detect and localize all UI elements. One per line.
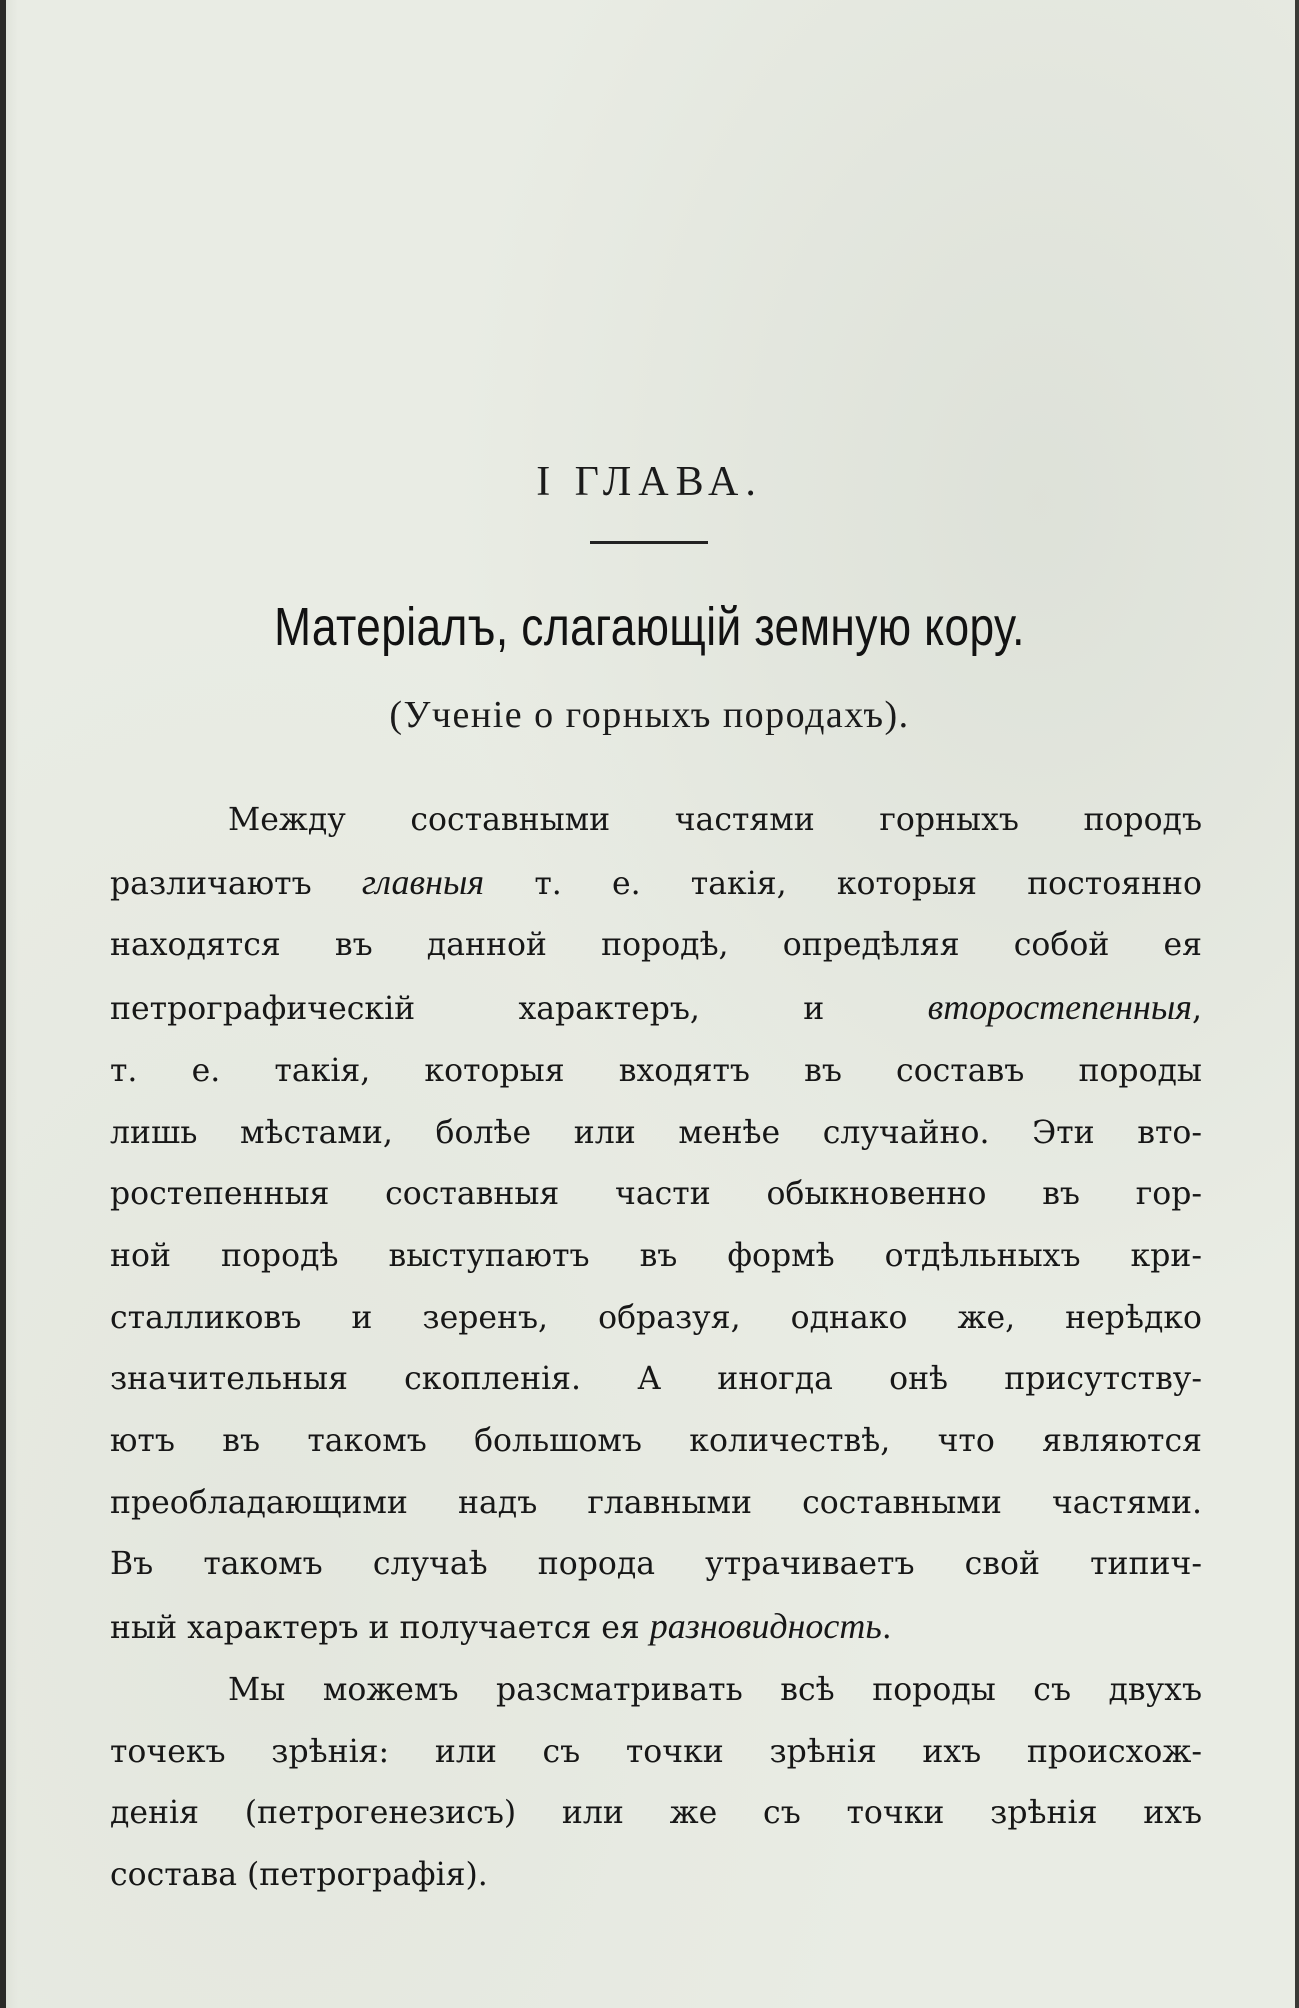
text-line — [110, 1103, 1202, 1165]
text-segment: состава (петрографія). — [110, 1856, 488, 1893]
text-segment: различаютъ — [110, 865, 362, 902]
text-segment: т. е. такія, которыя постоянно — [484, 865, 1203, 902]
text-segment: Между составными частями горныхъ породъ — [228, 802, 1202, 838]
paragraph-1 — [110, 790, 1202, 1660]
text-segment: петрографическій характеръ, и — [110, 991, 928, 1028]
text-line — [110, 1660, 1202, 1722]
paragraph-2 — [110, 1660, 1202, 1907]
text-segment: денія (петрогенезисъ) или же съ точки зрѣнія ихъ — [110, 1795, 1202, 1832]
text-line — [110, 1534, 1202, 1596]
text-line — [110, 1288, 1202, 1350]
text-segment: значительныя скопленія. А иногда онѣ присутству- — [110, 1361, 1202, 1398]
text-line — [110, 915, 1202, 977]
text-line — [110, 1596, 1202, 1660]
chapter-subtitle: (Ученіе о горныхъ породахъ). — [389, 694, 910, 736]
text-line — [110, 852, 1202, 916]
text-line — [110, 1041, 1202, 1103]
text-segment: преобладающими надъ главными составными частями. — [110, 1484, 1202, 1521]
text-segment: ютъ въ такомъ большомъ количествѣ, что являются — [110, 1423, 1202, 1460]
text-line — [110, 1473, 1202, 1535]
text-segment: лишь мѣстами, болѣе или менѣе случайно. Эти вто- — [110, 1114, 1202, 1151]
page-right-edge — [1295, 0, 1299, 2008]
text-segment: ный характеръ и получается ея — [110, 1610, 650, 1647]
text-line — [110, 790, 1202, 852]
text-line — [110, 1845, 1202, 1907]
page-left-edge — [0, 0, 6, 2008]
italic-term: разновидность — [649, 1606, 882, 1647]
chapter-title: Матеріалъ, слагающій земную кору. — [274, 597, 1025, 657]
italic-term: главныя — [361, 861, 485, 902]
text-segment: ростепенныя составныя части обыкновенно въ гор- — [110, 1176, 1202, 1213]
chapter-heading: I ГЛАВА. — [536, 459, 763, 505]
text-line — [110, 1722, 1202, 1784]
text-segment: находятся въ данной породѣ, опредѣляя собой ея — [110, 927, 1202, 964]
text-line — [110, 1226, 1202, 1288]
heading-rule — [590, 541, 708, 544]
text-segment: Въ такомъ случаѣ порода утрачиваетъ свой типич- — [110, 1546, 1202, 1583]
text-segment: ной породѣ выступаютъ въ формѣ отдѣльныхъ кри- — [110, 1237, 1202, 1274]
text-segment: сталликовъ и зеренъ, образуя, однако же, нерѣдко — [110, 1299, 1202, 1336]
text-segment: т. е. такія, которыя входятъ въ составъ породы — [110, 1052, 1202, 1089]
text-segment: точекъ зрѣнія: или съ точки зрѣнія ихъ происхож- — [110, 1733, 1202, 1770]
text-line — [110, 1164, 1202, 1226]
text-line — [110, 977, 1202, 1041]
body-text — [110, 790, 1202, 1907]
text-segment: Мы можемъ разсматривать всѣ породы съ двухъ — [228, 1671, 1202, 1708]
text-line — [110, 1349, 1202, 1411]
italic-term: второстепенныя — [927, 987, 1192, 1028]
text-line — [110, 1411, 1202, 1473]
text-segment: , — [1191, 991, 1202, 1028]
text-segment: . — [881, 1610, 892, 1647]
text-line — [110, 1783, 1202, 1845]
